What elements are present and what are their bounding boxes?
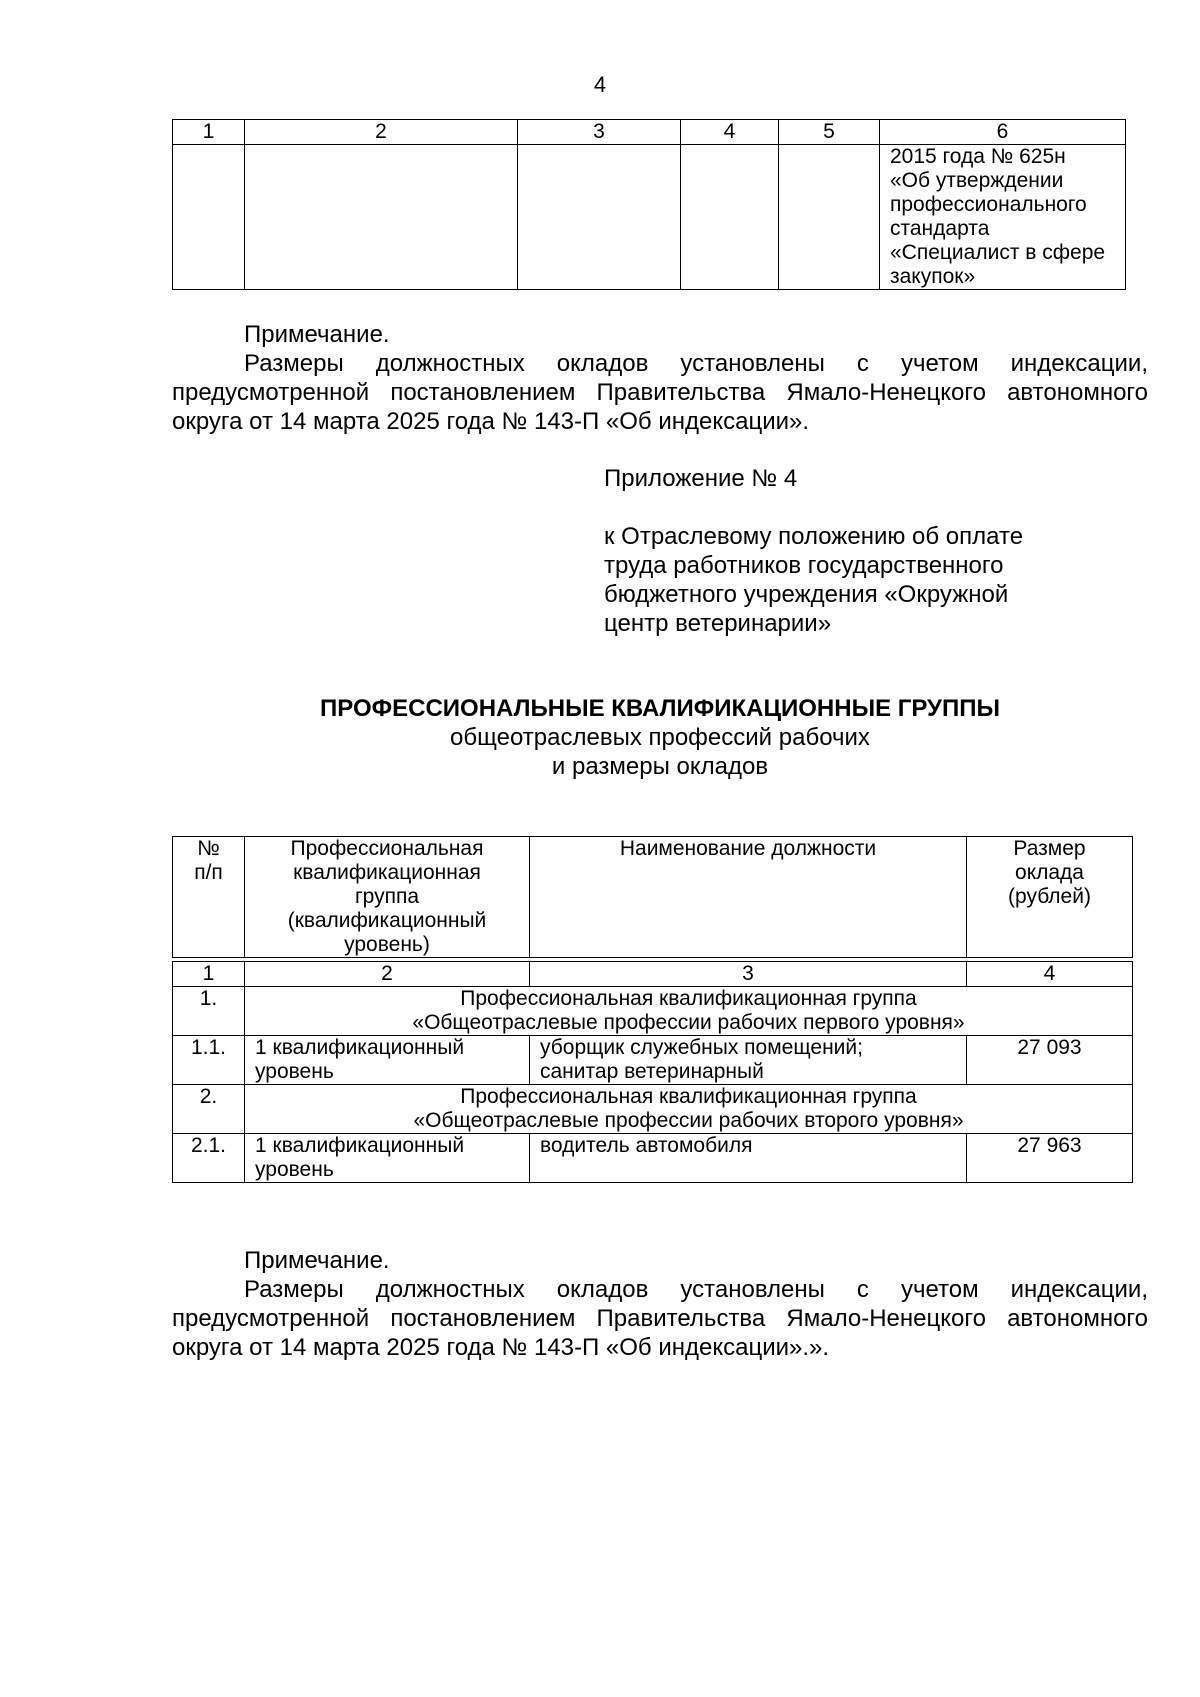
appendix-number: Приложение № 4 xyxy=(604,465,798,492)
row-number: 2.1. xyxy=(173,1134,245,1183)
empty-cell xyxy=(779,145,880,290)
qualification-level xyxy=(245,1036,530,1085)
row-number: 1.1. xyxy=(173,1036,245,1085)
header-cell-group xyxy=(245,837,530,958)
header-cell: 1 xyxy=(173,120,245,145)
header-cell: 5 xyxy=(779,120,880,145)
page-number: 4 xyxy=(593,72,607,97)
cell-line: стандарта xyxy=(890,217,990,240)
cell-line: водитель автомобиля xyxy=(540,1134,753,1157)
cell-line: «Специалист в сфере xyxy=(890,241,1106,264)
column-number: 3 xyxy=(530,962,967,987)
table-row xyxy=(173,1036,1133,1085)
appendix-line: к Отраслевому положению об оплате xyxy=(604,523,1024,550)
empty-cell xyxy=(245,145,518,290)
table-row xyxy=(173,145,1126,290)
group-title xyxy=(245,987,1133,1036)
header-line: Размер xyxy=(1013,837,1086,860)
header-line: оклада xyxy=(1015,861,1084,884)
header-cell: 6 xyxy=(880,120,1126,145)
empty-cell xyxy=(681,145,779,290)
column-number-row xyxy=(173,962,1133,987)
appendix-header xyxy=(604,464,1124,638)
document-title xyxy=(0,694,1200,781)
header-cell-salary xyxy=(967,837,1133,958)
header-line: (рублей) xyxy=(1008,885,1091,908)
group-number: 2. xyxy=(173,1085,245,1134)
column-number: 1 xyxy=(173,962,245,987)
appendix-line: труда работников государственного xyxy=(604,552,1004,579)
cell-line: уровень xyxy=(255,1158,334,1181)
header-line: (квалификационный xyxy=(287,909,487,932)
table-header-row xyxy=(173,120,1126,145)
appendix-line: центр ветеринарии» xyxy=(604,610,832,637)
cell-line: 1 квалификационный xyxy=(255,1036,465,1059)
note-text: Размеры должностных окладов установлены с учетом индексации, предусмотренной постановлением Правительства Ямало-Ненецкого автономного округа от 14 марта 2025 года № 143-П «Об индексации».». xyxy=(172,1276,1148,1361)
group-number: 1. xyxy=(173,987,245,1036)
title-main: ПРОФЕССИОНАЛЬНЫЕ КВАЛИФИКАЦИОННЫЕ ГРУППЫ xyxy=(320,695,1000,722)
note-text: Размеры должностных окладов установлены с учетом индексации, предусмотренной постановлением Правительства Ямало-Ненецкого автономного округа от 14 марта 2025 года № 143-П «Об индексации». xyxy=(172,350,1148,435)
position-names xyxy=(530,1036,967,1085)
cell-line: 2015 года № 625н xyxy=(890,145,1066,168)
group-title-line: Профессиональная квалификационная группа xyxy=(460,987,917,1010)
note-1 xyxy=(172,320,1148,436)
cell-line: закупок» xyxy=(890,265,976,288)
header-cell-position: Наименование должности xyxy=(530,837,967,958)
header-line: квалификационная xyxy=(293,861,481,884)
header-line: группа xyxy=(354,885,420,908)
group-title xyxy=(245,1085,1133,1134)
position-names xyxy=(530,1134,967,1183)
group-title-line: «Общеотраслевые профессии рабочих первого уровня» xyxy=(412,1011,965,1034)
cell-line: санитар ветеринарный xyxy=(540,1060,764,1083)
group-row xyxy=(173,1085,1133,1134)
header-line: п/п xyxy=(194,861,223,884)
salary-value: 27 093 xyxy=(967,1036,1133,1085)
qualification-groups-table xyxy=(172,836,1133,1183)
title-sub: и размеры окладов xyxy=(551,753,769,780)
group-row xyxy=(173,987,1133,1036)
header-line: уровень) xyxy=(344,933,430,956)
empty-cell xyxy=(518,145,681,290)
note-2 xyxy=(172,1246,1148,1362)
salary-value: 27 963 xyxy=(967,1134,1133,1183)
cell-line: «Об утверждении xyxy=(890,169,1064,192)
table-header-row xyxy=(173,837,1133,958)
appendix-line: бюджетного учреждения «Окружной xyxy=(604,581,1009,608)
title-sub: общеотраслевых профессий рабочих xyxy=(450,724,870,751)
header-line: № xyxy=(197,837,220,860)
header-line: Профессиональная xyxy=(290,837,484,860)
header-cell-number xyxy=(173,837,245,958)
empty-cell xyxy=(173,145,245,290)
header-cell: 2 xyxy=(245,120,518,145)
qualification-level xyxy=(245,1134,530,1183)
standard-reference-cell xyxy=(880,145,1126,290)
note-heading: Примечание. xyxy=(244,321,390,348)
continued-table xyxy=(172,119,1126,290)
cell-line: уборщик служебных помещений; xyxy=(540,1036,863,1059)
column-number: 4 xyxy=(967,962,1133,987)
cell-line: профессионального xyxy=(890,193,1087,216)
cell-line: уровень xyxy=(255,1060,334,1083)
table-row xyxy=(173,1134,1133,1183)
header-cell: 3 xyxy=(518,120,681,145)
group-title-line: Профессиональная квалификационная группа xyxy=(460,1085,917,1108)
header-cell: 4 xyxy=(681,120,779,145)
cell-line: 1 квалификационный xyxy=(255,1134,465,1157)
column-number: 2 xyxy=(245,962,530,987)
group-title-line: «Общеотраслевые профессии рабочих второго уровня» xyxy=(413,1109,964,1132)
note-heading: Примечание. xyxy=(244,1247,390,1274)
